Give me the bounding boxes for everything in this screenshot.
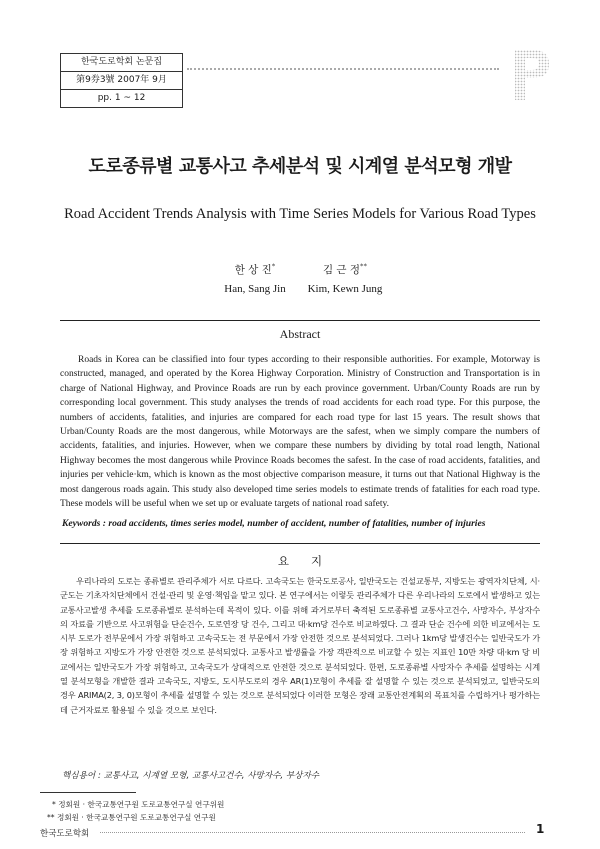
header-dotted-rule	[187, 68, 499, 70]
abstract-top-rule	[60, 320, 540, 321]
yoji-top-rule	[60, 543, 540, 544]
footnote-2-text: 정회원 · 한국교통연구원 도로교통연구실 연구원	[57, 813, 216, 822]
author-2-mark: **	[360, 262, 368, 271]
footer-dotted-rule	[100, 832, 525, 833]
yoji-keywords: 핵심용어 : 교통사고, 시계열 모형, 교통사고건수, 사망자수, 부상자수	[62, 771, 320, 781]
author-1-ko: 한 상 진	[234, 264, 272, 276]
footer-society: 한국도로학회	[40, 829, 90, 839]
journal-volume: 第9券3號 2007年 9月	[61, 72, 182, 90]
footnote-2	[47, 812, 216, 823]
author-2-ko: 김 근 정	[322, 264, 361, 276]
journal-pages: pp. 1 ~ 12	[97, 93, 146, 103]
journal-logo-icon	[505, 44, 553, 104]
author-1	[215, 262, 295, 295]
title-korean: 도로종류별 교통사고 추세분석 및 시계열 분석모형 개발	[88, 156, 512, 177]
footnote-1-text: 정회원 · 한국교통연구원 도로교통연구실 연구위원	[58, 800, 225, 809]
author-1-en: Han, Sang Jin	[224, 283, 286, 295]
footnote-rule	[40, 792, 136, 793]
abstract-body: Roads in Korea can be classified into four types according to their responsible authorities. For example, Motorway is constructed, managed, and operated by the Korea Highway Corporation. Ministry of Construction and Transportation is in charge of National Highway, and Province Roads are run by each province government. Urban/County Roads are run by corresponding local government. This study analyses the trends of road accidents for each road type. For this purpose, the numbers of accidents, fatalities, and injuries are compared for each road type for last 15 years. The result shows that Urban/County Roads are the most dangerous, while Motorways are the safest, when we simply compare the numbers of accidents, fatalities, and injuries. However, when we compare these numbers by dividing by total road length, National Highway becomes the most dangerous while Province Roads becomes the safest. In the case of road accidents, fatalities, and injuries per vehicle·km, which is known as the most objective comparison measure, it turns out that National Highway is the most dangerous roads again. This study also developed time series models to estimate trends of fatalities for each road type. These models will be useful when we set up or evaluate targets of national road safety.	[60, 355, 540, 510]
author-2	[305, 262, 385, 295]
footnote-1	[52, 799, 224, 810]
yoji-heading: 요지	[277, 554, 345, 568]
author-1-mark: *	[271, 262, 276, 271]
yoji-body: 우리나라의 도로는 종류별로 관리주체가 서로 다르다. 고속국도는 한국도로공사, 일반국도는 건설교통부, 지방도는 광역자치단체, 시·군도는 기초자치단체에서 건설·관리 및 운영·책임을 맡고 있다. 본 연구에서는 이렇듯 관리주체가 다른 우리나라의 도로에서 발생하고 있는 교통사고발생 추세를 도로종류별로 분석하는데 목적이 있다. 이를 위해 과거로부터 축적된 도로종류별 교통사고건수, 사망자수, 부상자수의 자료를 기반으로 사고위험을 단순건수, 도로연장 당 건수, 그리고 대·km당 건수로 비교하였다. 그 결과 단순 건수에 의한 비교에서는 도시부 도로가 전부문에서 가장 위험하고 고속국도는 전 부문에서 가장 안전한 것으로 분석되었다. 그러나 1km당 발생건수는 일반국도가 가장 위험하고 지방도가 가장 안전한 것으로 분석되었다. 교통사고 발생률을 가장 객관적으로 비교할 수 있는 지표인 10만 차량 대·km 당 비교에서는 일반국도가 가장 위험하고, 고속국도가 상대적으로 안전한 것으로 분석되었다. 한편, 도로종류별 사망자수 추세를 설명하는 시계열 분석모형을 개발한 결과 고속국도, 지방도, 도시부도로의 경우 AR(1)모형이 추세를 잘 설명할 수 있는 것으로 분석되었고, 일반국도의 경우 ARIMA(2, 3, 0)모형이 추세를 설명할 수 있는 것으로 분석되었다 이러한 모형은 장래 교통안전계획의 목표치를 수립하거나 평가하는데 근거자료로 활용될 수 있을 것으로 보인다.	[60, 576, 540, 715]
title-english: Road Accident Trends Analysis with Time Series Models for Various Road Types	[64, 206, 536, 222]
journal-info-box	[60, 53, 183, 108]
abstract-heading: Abstract	[279, 327, 321, 341]
footnote-1-mark: *	[52, 800, 56, 809]
page-number: 1	[536, 822, 545, 836]
author-2-en: Kim, Kewn Jung	[307, 283, 383, 295]
abstract-keywords: Keywords : road accidents, times series model, number of accident, number of fatalities, number of injuries	[62, 518, 486, 529]
journal-name: 한국도로학회 논문집	[61, 54, 182, 72]
footnote-2-mark: **	[47, 813, 55, 822]
